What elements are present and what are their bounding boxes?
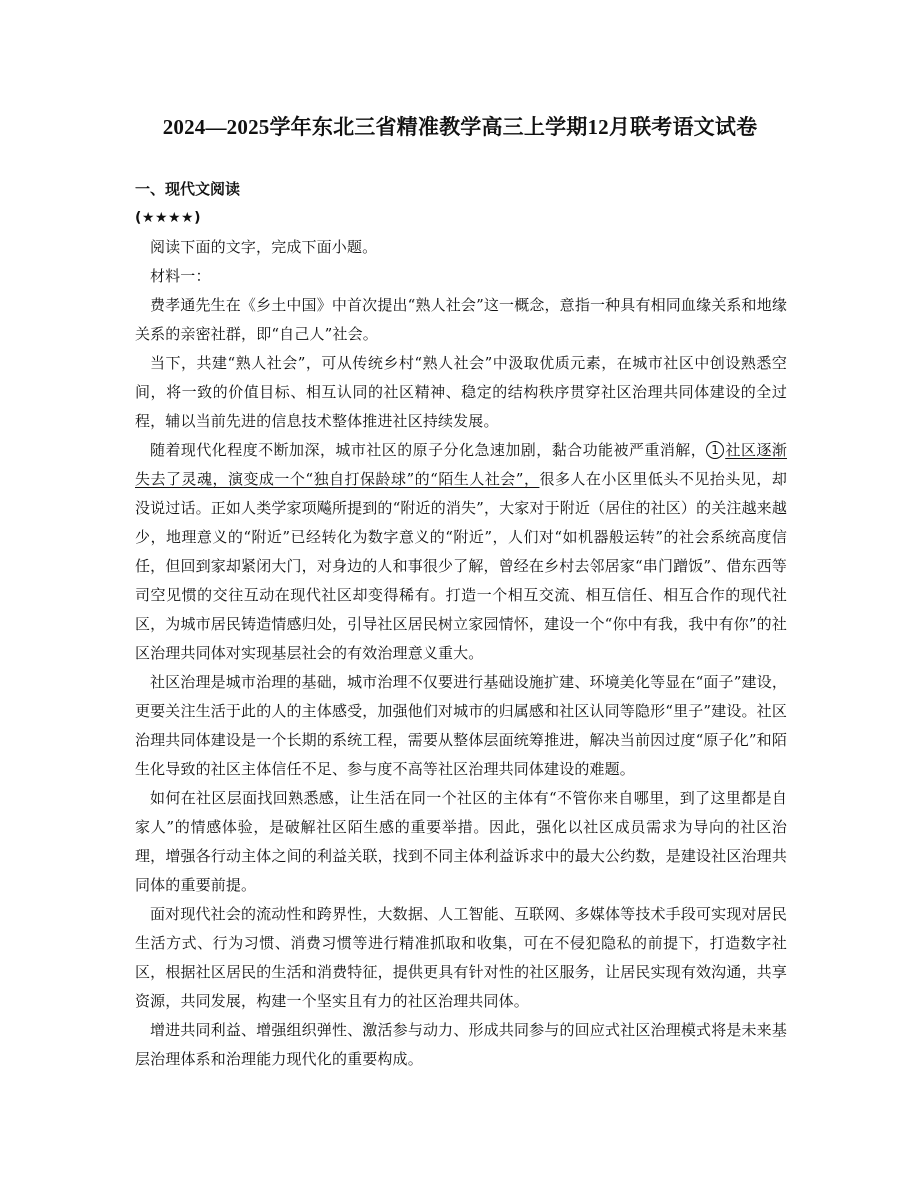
underlined-sentence: 社区逐渐失去了灵魂，演变成一个“独自打保龄球”的“陌生人社会”， [135, 441, 788, 488]
difficulty-rating: (★★★★) [135, 210, 201, 226]
paragraph-3-rest: 很多人在小区里低头不见抬头见，却没说过话。正如人类学家项飚所提到的“附近的消失”，大家对于附近（居住的社区）的关注越来越少，地理意义的“附近”已经转化为数字意义的“附近”，人们对“如机器般运转”的社会系统高度信任，但回到家却紧闭大门，对身边的人和事很少了解，曾经在乡村去邻居家“串门蹭饭”、借东西等司空见惯的交往互动在现代社区却变得稀有。打造一个相互交流、相互信任、相互合作的现代社区，为城市居民铸造情感归处，引导社区居民树立家园情怀，建设一个“你中有我，我中有你”的社区治理共同体对实现基层社会的有效治理意义重大。 [135, 470, 787, 662]
paragraph-1: 费孝通先生在《乡土中国》中首次提出“熟人社会”这一概念，意指一种具有相同血缘关系和地缘关系的亲密社群，即“自己人”社会。 [135, 296, 787, 343]
paragraph-3-lead: 随着现代化程度不断加深，城市社区的原子分化急速加剧，黏合功能被严重消解， [150, 441, 707, 459]
reading-section [135, 175, 787, 1074]
circled-number-marker: 1 [706, 441, 724, 459]
paragraph-2: 当下，共建“熟人社会”，可从传统乡村“熟人社会”中汲取优质元素，在城市社区中创设熟悉空间，将一致的价值目标、相互认同的社区精神、稳定的结构秩序贯穿社区治理共同体建设的全过程，辅以当前先进的信息技术整体推进社区持续发展。 [135, 354, 787, 430]
paragraph-7: 增进共同利益、增强组织弹性、激活参与动力、形成共同参与的回应式社区治理模式将是未来基层治理体系和治理能力现代化的重要构成。 [135, 1021, 787, 1068]
paragraph-4: 社区治理是城市治理的基础，城市治理不仅要进行基础设施扩建、环境美化等显在“面子”建设，更要关注生活于此的人的主体感受，加强他们对城市的归属感和社区认同等隐形“里子”建设。社区治理共同体建设是一个长期的系统工程，需要从整体层面统筹推进，解决当前因过度“原子化”和陌生化导致的社区主体信任不足、参与度不高等社区治理共同体建设的难题。 [135, 673, 787, 778]
material-label: 材料一： [150, 267, 211, 285]
section-heading: 一、现代文阅读 [135, 180, 241, 198]
instruction-text: 阅读下面的文字，完成下面小题。 [150, 238, 378, 256]
paragraph-3 [135, 436, 787, 668]
paragraph-5: 如何在社区层面找回熟悉感，让生活在同一个社区的主体有“不管你来自哪里，到了这里都是自家人”的情感体验，是破解社区陌生感的重要举措。因此，强化以社区成员需求为导向的社区治理，增强各行动主体之间的利益关联，找到不同主体利益诉求中的最大公约数，是建设社区治理共同体的重要前提。 [135, 789, 787, 894]
exam-title: 2024—2025学年东北三省精准教学高三上学期12月联考语文试卷 [162, 115, 758, 139]
paragraph-6: 面对现代社会的流动性和跨界性，大数据、人工智能、互联网、多媒体等技术手段可实现对居民生活方式、行为习惯、消费习惯等进行精准抓取和收集，可在不侵犯隐私的前提下，打造数字社区，根据社区居民的生活和消费特征，提供更具有针对性的社区服务，让居民实现有效沟通，共享资源，共同发展，构建一个坚实且有力的社区治理共同体。 [135, 905, 787, 1010]
